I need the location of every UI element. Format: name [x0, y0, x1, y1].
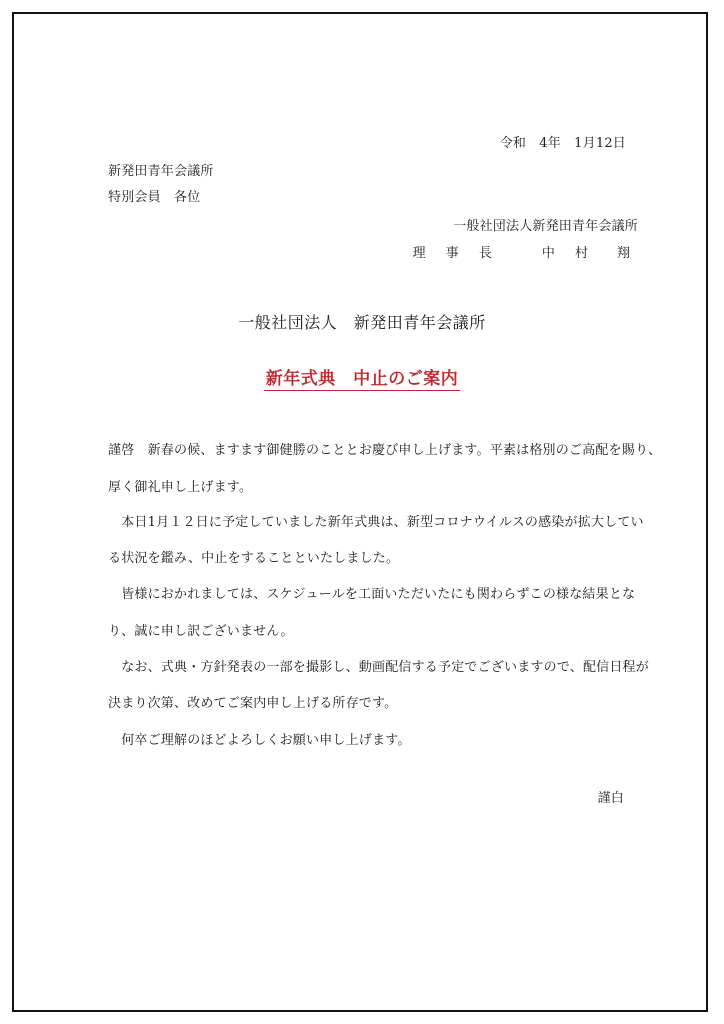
body-line: 本日1月１２日に予定していました新年式典は、新型コロナウイルスの感染が拡大してい [108, 515, 644, 530]
notice-title-text: 新年式典 中止のご案内 [265, 369, 459, 389]
organization-heading: 一般社団法人 新発田青年会議所 [238, 313, 486, 332]
sender-organization: 一般社団法人新発田青年会議所 [453, 219, 638, 234]
body-line: 謹啓 新春の候、ますます御健勝のこととお慶び申し上げます。平素は格別のご高配を賜り、 [108, 443, 662, 458]
body-line: る状況を鑑み、中止をすることといたしました。 [108, 551, 400, 566]
page-border [12, 12, 708, 1012]
recipient-organization: 新発田青年会議所 [108, 164, 214, 179]
body-line: 皆様におかれましては、スケジュールを工面いただいたにも関わらずこの様な結果とな [108, 587, 636, 602]
closing-phrase: 謹白 [597, 791, 624, 806]
body-line: り、誠に申し訳ございません。 [108, 624, 294, 639]
body-line: 決まり次第、改めてご案内申し上げる所存です。 [108, 696, 398, 711]
letter-date: 令和 4年 1月12日 [499, 136, 626, 151]
body-line: 何卒ご理解のほどよろしくお願い申し上げます。 [108, 733, 411, 748]
body-line: なお、式典・方針発表の一部を撮影し、動画配信する予定でございますので、配信日程が [108, 660, 649, 675]
notice-title [0, 368, 724, 390]
body-line: 厚く御礼申し上げます。 [108, 480, 253, 495]
recipient-members: 特別会員 各位 [108, 190, 201, 205]
sender-title-name: 理 事 長 中 村 翔 [412, 246, 638, 261]
